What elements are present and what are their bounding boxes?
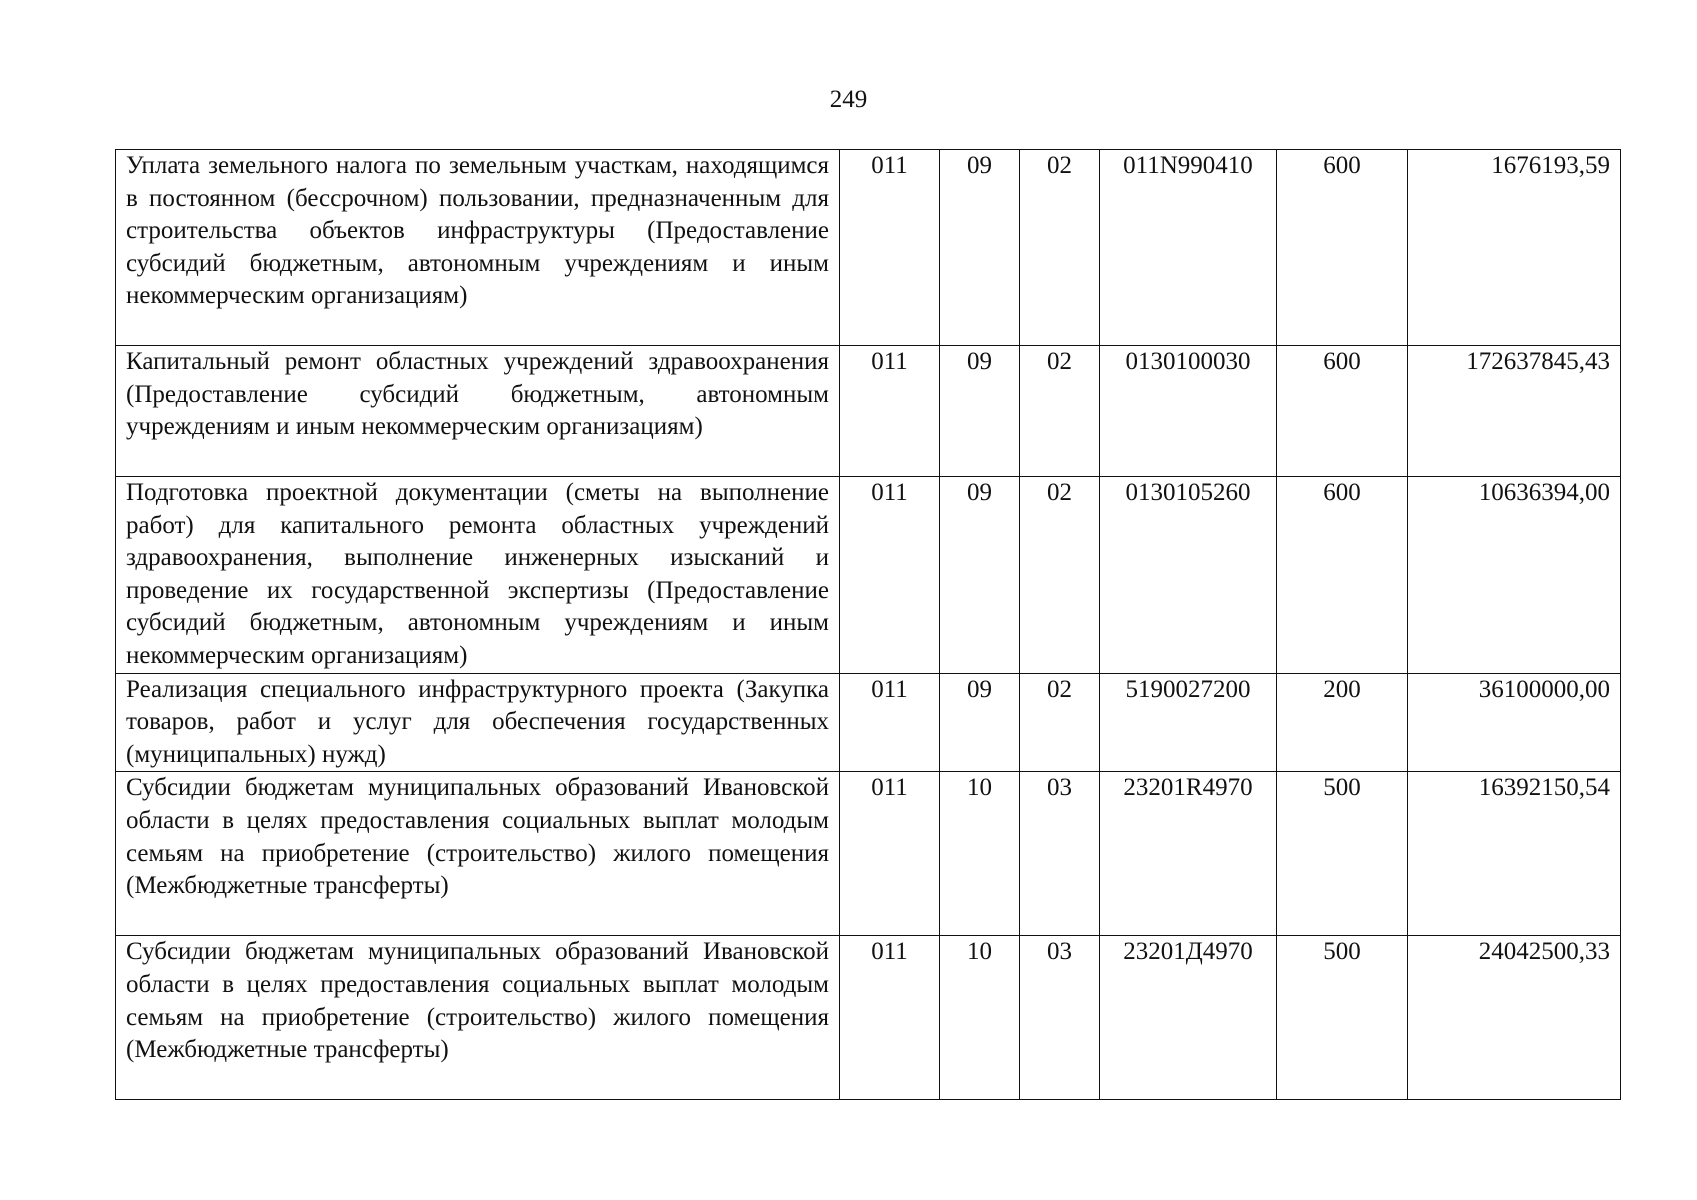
row-subsection-code: 03: [1020, 936, 1100, 1100]
page-number: 249: [829, 86, 868, 113]
row-description: Субсидии бюджетам муниципальных образований Ивановской области в целях предоставления социальных выплат молодым семьям на приобретение (строительство) жилого помещения (Межбюджетные трансферты): [116, 936, 840, 1100]
row-expense-type-code: 600: [1277, 150, 1408, 346]
row-section-code: 10: [940, 772, 1020, 936]
row-section-code: 09: [940, 673, 1020, 772]
row-target-article-code: 23201Д4970: [1100, 936, 1277, 1100]
row-section-code: 09: [940, 150, 1020, 346]
row-amount: 10636394,00: [1408, 477, 1621, 674]
row-expense-type-code: 600: [1277, 477, 1408, 674]
row-target-article-code: 0130100030: [1100, 346, 1277, 477]
row-expense-type-code: 200: [1277, 673, 1408, 772]
row-subsection-code: 02: [1020, 477, 1100, 674]
row-description: Уплата земельного налога по земельным участкам, находящимся в постоянном (бессрочном) пользовании, предназначенным для строительства объектов инфраструктуры (Предоставление субсидий бюджетным, автономным учреждениям и иным некоммерческим организациям): [116, 150, 840, 346]
row-grbs-code: 011: [840, 772, 940, 936]
row-subsection-code: 02: [1020, 673, 1100, 772]
table-row: [116, 772, 1621, 936]
row-amount: 16392150,54: [1408, 772, 1621, 936]
row-target-article-code: 5190027200: [1100, 673, 1277, 772]
table-row: [116, 477, 1621, 674]
row-expense-type-code: 500: [1277, 936, 1408, 1100]
row-expense-type-code: 500: [1277, 772, 1408, 936]
table-row: [116, 150, 1621, 346]
row-target-article-code: 23201R4970: [1100, 772, 1277, 936]
row-amount: 1676193,59: [1408, 150, 1621, 346]
row-description: Подготовка проектной документации (сметы на выполнение работ) для капитального ремонта областных учреждений здравоохранения, выполнение инженерных изысканий и проведение их государственной экспертизы (Предоставление субсидий бюджетным, автономным учреждениям и иным некоммерческим организациям): [116, 477, 840, 674]
row-amount: 24042500,33: [1408, 936, 1621, 1100]
row-grbs-code: 011: [840, 673, 940, 772]
row-subsection-code: 02: [1020, 150, 1100, 346]
budget-table: [115, 149, 1621, 1100]
row-section-code: 09: [940, 477, 1020, 674]
table-row: [116, 346, 1621, 477]
row-description: Субсидии бюджетам муниципальных образований Ивановской области в целях предоставления социальных выплат молодым семьям на приобретение (строительство) жилого помещения (Межбюджетные трансферты): [116, 772, 840, 936]
row-amount: 36100000,00: [1408, 673, 1621, 772]
row-expense-type-code: 600: [1277, 346, 1408, 477]
row-section-code: 09: [940, 346, 1020, 477]
table-row: [116, 673, 1621, 772]
row-target-article-code: 0130105260: [1100, 477, 1277, 674]
row-section-code: 10: [940, 936, 1020, 1100]
row-grbs-code: 011: [840, 150, 940, 346]
row-target-article-code: 011N990410: [1100, 150, 1277, 346]
row-grbs-code: 011: [840, 477, 940, 674]
row-amount: 172637845,43: [1408, 346, 1621, 477]
row-grbs-code: 011: [840, 936, 940, 1100]
row-subsection-code: 02: [1020, 346, 1100, 477]
row-grbs-code: 011: [840, 346, 940, 477]
table-row: [116, 936, 1621, 1100]
row-description: Реализация специального инфраструктурного проекта (Закупка товаров, работ и услуг для обеспечения государственных (муниципальных) нужд): [116, 673, 840, 772]
row-description: Капитальный ремонт областных учреждений здравоохранения (Предоставление субсидий бюджетным, автономным учреждениям и иным некоммерческим организациям): [116, 346, 840, 477]
row-subsection-code: 03: [1020, 772, 1100, 936]
